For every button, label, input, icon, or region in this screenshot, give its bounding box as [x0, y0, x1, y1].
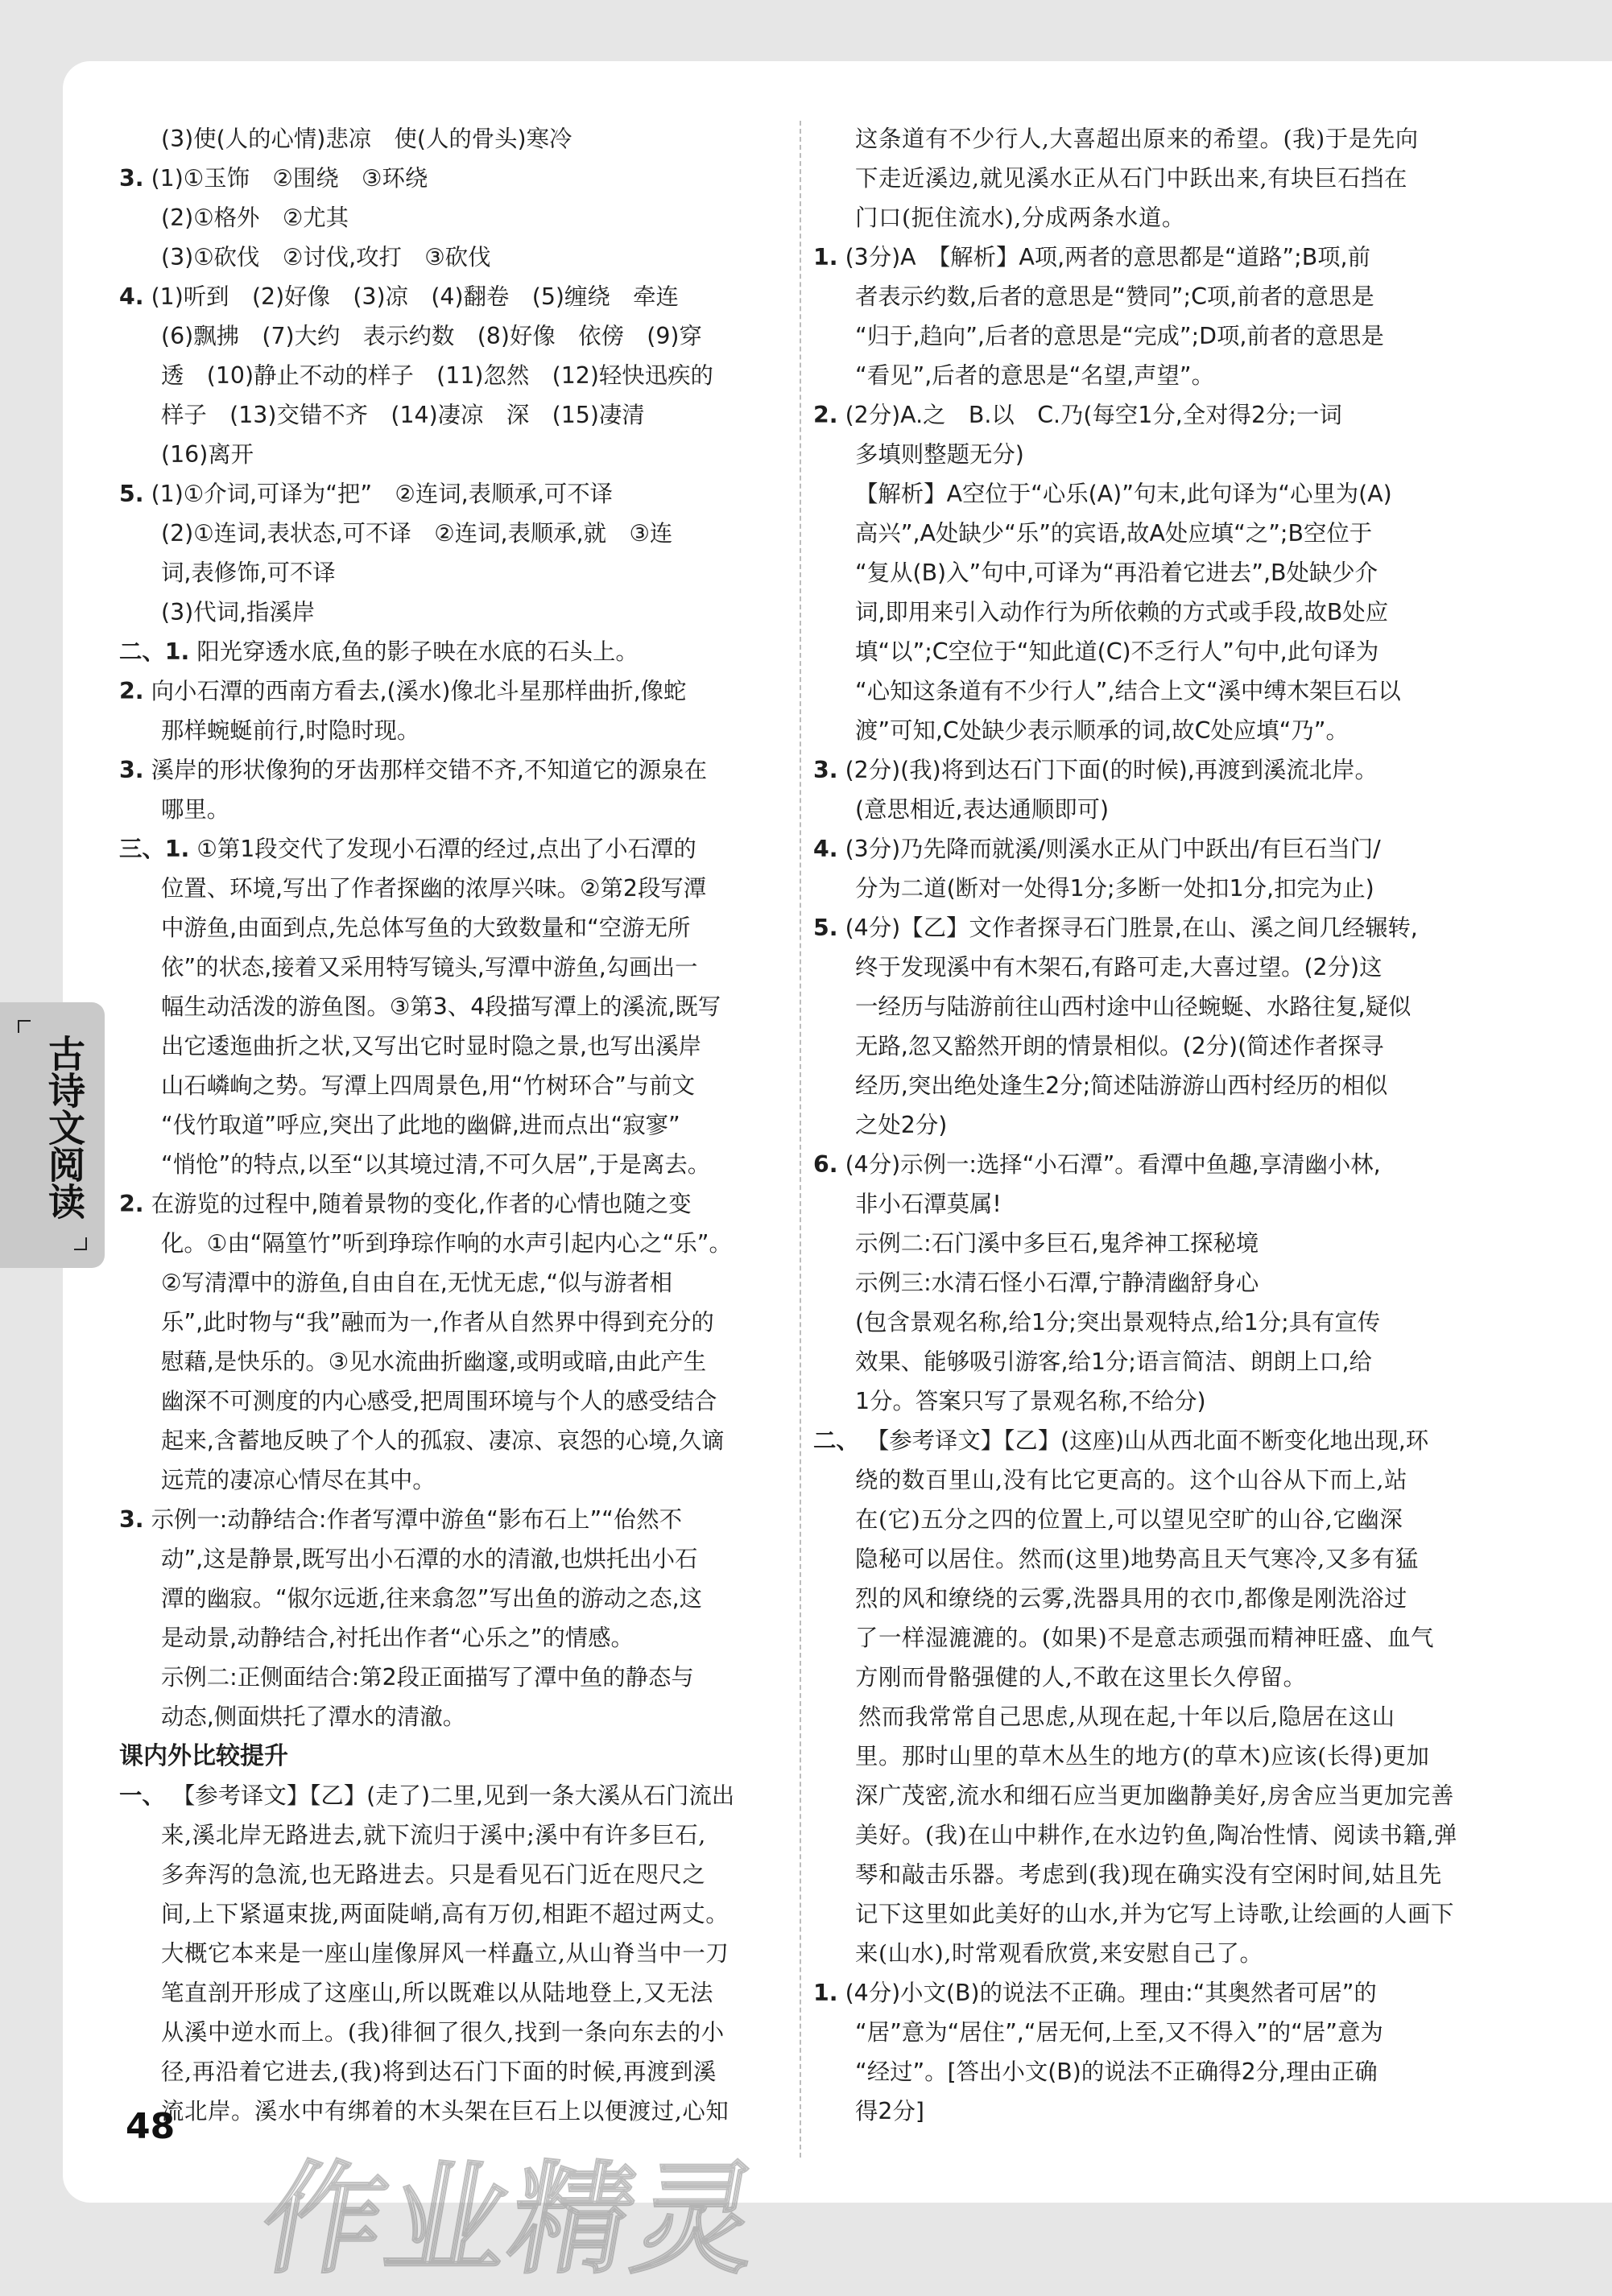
text-line	[813, 1066, 1482, 1105]
side-tab	[0, 1002, 105, 1268]
line-text: 【解析】A空位于“心乐(A)”句末,此句译为“心里为(A)	[855, 481, 1392, 507]
line-text: 效果、能够吸引游客,给1分;语言简洁、朗朗上口,给	[855, 1348, 1372, 1375]
line-text: 山石嶙峋之势。写潭上四周景色,用“竹树环合”与前文	[161, 1072, 696, 1099]
line-text: “居”意为“居住”,“居无何,上至,又不得入”的“居”意为	[855, 2019, 1383, 2046]
text-line	[813, 316, 1482, 356]
line-text: 样子 (13)交错不齐 (14)凄凉 深 (15)凄清	[161, 402, 645, 428]
text-line	[119, 1500, 787, 1539]
line-text: (16)离开	[161, 441, 254, 468]
line-text: 动”,这是静景,既写出小石潭的水的清澈,也烘托出小石	[161, 1546, 698, 1572]
text-line	[813, 1539, 1482, 1579]
line-text: 得2分]	[855, 2098, 924, 2125]
line-text: 中游鱼,由面到点,先总体写鱼的大致数量和“空游无所	[161, 915, 691, 941]
line-text: 在(它)五分之四的位置上,可以望见空旷的山谷,它幽深	[855, 1506, 1403, 1533]
line-text: 哪里。	[161, 796, 230, 823]
line-text: 间,上下紧逼束拢,两面陡峭,高有万仞,相距不超过两丈。	[161, 1901, 730, 1927]
line-text: (1)①玉饰 ②围绕 ③环绕	[151, 165, 428, 192]
text-line	[119, 2013, 787, 2052]
side-tab-label: 古诗文阅读	[43, 1034, 86, 1220]
text-line	[813, 1224, 1482, 1263]
line-text: 琴和敲击乐器。考虑到(我)现在确实没有空闲时间,姑且先	[855, 1861, 1442, 1888]
line-text: “复从(B)入”句中,可译为“再沿着它进去”,B处缺少介	[855, 560, 1378, 586]
text-line	[119, 2052, 787, 2092]
text-line	[813, 1934, 1482, 1973]
line-text: 课内外比较提升	[119, 1742, 288, 1770]
text-line	[813, 908, 1482, 948]
line-text: 径,再沿着它进去,(我)将到达石门下面的时候,再渡到溪	[161, 2059, 717, 2085]
text-line	[119, 750, 787, 790]
text-line	[813, 1421, 1482, 1460]
line-text: 示例二:正侧面结合:第2段正面描写了潭中鱼的静态与	[161, 1664, 694, 1691]
line-text: 美好。(我)在山中耕作,在水边钓鱼,陶冶性情、阅读书籍,弹	[855, 1822, 1458, 1848]
text-line	[813, 2013, 1482, 2052]
line-text: 词,表修饰,可不译	[161, 560, 336, 586]
line-text: “归于,趋向”,后者的意思是“完成”;D项,前者的意思是	[855, 323, 1384, 349]
line-text: 笔直剖开形成了这座山,所以既难以从陆地登上,又无法	[161, 1980, 714, 2006]
text-line	[119, 1066, 787, 1105]
line-text: (意思相近,表达通顺即可)	[855, 796, 1110, 823]
text-line	[813, 1658, 1482, 1697]
text-line	[813, 1026, 1482, 1066]
line-text: (1)①介词,可译为“把” ②连词,表顺承,可不译	[151, 481, 614, 507]
text-line	[119, 632, 787, 671]
text-line	[119, 1224, 787, 1263]
text-line	[813, 1303, 1482, 1342]
text-line	[119, 435, 787, 474]
text-line	[119, 869, 787, 908]
text-line	[813, 829, 1482, 869]
text-line	[119, 395, 787, 435]
line-text: (2分)(我)将到达石门下面(的时候),再渡到溪流北岸。	[845, 757, 1378, 783]
line-text: 下走近溪边,就见溪水正从石门中跃出来,有块巨石挡在	[855, 165, 1408, 192]
line-text: (3分)乃先降而就溪/则溪水正从门中跃出/有巨石当门/	[845, 836, 1381, 862]
line-text: 幅生动活泼的游鱼图。③第3、4段描写潭上的溪流,既写	[161, 993, 721, 1020]
item-number: 二、1.	[119, 638, 190, 665]
text-line	[813, 1894, 1482, 1934]
line-text: 向小石潭的西南方看去,(溪水)像北斗星那样曲折,像蛇	[151, 678, 687, 704]
text-line	[119, 987, 787, 1026]
item-number: 5.	[119, 481, 144, 507]
item-number: 一、	[119, 1782, 165, 1809]
line-text: 经历,突出绝处逢生2分;简述陆游游山西村经历的相似	[855, 1072, 1388, 1099]
line-text: 非小石潭莫属!	[855, 1191, 1002, 1217]
text-line	[813, 1342, 1482, 1381]
line-text: 绕的数百里山,没有比它更高的。这个山谷从下而上,站	[855, 1467, 1408, 1493]
text-line	[813, 632, 1482, 671]
text-line	[813, 1184, 1482, 1224]
line-text: 分为二道(断对一处得1分;多断一处扣1分,扣完为止)	[855, 875, 1374, 902]
item-number: 4.	[813, 836, 838, 862]
text-line	[813, 948, 1482, 987]
text-line	[813, 2092, 1482, 2131]
text-line	[119, 198, 787, 237]
column-divider	[800, 121, 801, 2158]
line-text: 然而我常常自己思虑,从现在起,十年以后,隐居在这山	[858, 1703, 1395, 1730]
text-line	[813, 1855, 1482, 1894]
line-text: “经过”。[答出小文(B)的说法不正确得2分,理由正确	[855, 2059, 1378, 2085]
text-line	[813, 1500, 1482, 1539]
line-text: 示例三:水清石怪小石潭,宁静清幽舒身心	[855, 1270, 1259, 1296]
line-text: 【参考译文】【乙】(这座)山从西北面不断变化地出现,环	[866, 1427, 1429, 1454]
line-text: 慰藉,是快乐的。③见水流曲折幽邃,或明或暗,由此产生	[161, 1348, 707, 1375]
text-line	[813, 1618, 1482, 1658]
text-line	[813, 1381, 1482, 1421]
line-text: “看见”,后者的意思是“名望,声望”。	[855, 362, 1214, 389]
line-text: 烈的风和缭绕的云雾,洗器具用的衣巾,都像是刚洗浴过	[855, 1585, 1408, 1612]
item-number: 3.	[813, 757, 838, 783]
line-text: 溪岸的形状像狗的牙齿那样交错不齐,不知道它的源泉在	[151, 757, 707, 783]
line-text: ①第1段交代了发现小石潭的经过,点出了小石潭的	[196, 836, 696, 862]
text-line	[813, 237, 1482, 277]
line-text: 多填则整题无分)	[855, 441, 1024, 468]
item-number: 3.	[119, 757, 144, 783]
line-text: (3)代词,指溪岸	[161, 599, 316, 626]
text-line	[813, 1973, 1482, 2013]
line-text: 里。那时山里的草木丛生的地方(的草木)应该(长得)更加	[855, 1743, 1430, 1769]
item-number: 6.	[813, 1151, 838, 1178]
text-line	[119, 1145, 787, 1184]
item-number: 4.	[119, 283, 144, 310]
line-text: 那样蜿蜒前行,时隐时现。	[161, 717, 420, 744]
text-line	[813, 514, 1482, 553]
text-line	[813, 474, 1482, 514]
line-text: 了一样湿漉漉的。(如果)不是意志顽强而精神旺盛、血气	[855, 1625, 1435, 1651]
text-line	[119, 316, 787, 356]
text-line	[813, 159, 1482, 198]
text-line	[119, 1381, 787, 1421]
line-text: 示例二:石门溪中多巨石,鬼斧神工探秘境	[855, 1230, 1259, 1257]
text-line	[119, 1342, 787, 1381]
line-text: 一经历与陆游前往山西村途中山径蜿蜒、水路往复,疑似	[855, 993, 1412, 1020]
side-tab-frame	[18, 1020, 87, 1250]
line-text: (6)飘拂 (7)大约 表示约数 (8)好像 依傍 (9)穿	[161, 323, 702, 349]
text-line	[119, 1658, 787, 1697]
corner-mark	[74, 1237, 87, 1250]
line-text: (3分)A 【解析】A项,两者的意思都是“道路”;B项,前	[845, 244, 1370, 270]
text-line	[119, 1697, 787, 1736]
item-number: 1.	[813, 244, 838, 270]
text-line	[813, 711, 1482, 750]
line-text: 起来,含蓄地反映了个人的孤寂、凄凉、哀怨的心境,久谪	[161, 1427, 725, 1454]
text-line	[813, 356, 1482, 395]
text-line	[119, 474, 787, 514]
line-text: 高兴”,A处缺少“乐”的宾语,故A处应填“之”;B空位于	[855, 520, 1373, 547]
text-line	[813, 2052, 1482, 2092]
text-line	[119, 159, 787, 198]
text-line	[813, 395, 1482, 435]
text-line	[813, 790, 1482, 829]
text-line	[119, 1026, 787, 1066]
line-text: (2)①格外 ②尤其	[161, 204, 349, 231]
line-text: 示例一:动静结合:作者写潭中游鱼“影布石上”“佁然不	[151, 1506, 683, 1533]
line-text: 出它逶迤曲折之状,又写出它时显时隐之景,也写出溪岸	[161, 1033, 702, 1059]
line-text: 门口(扼住流水),分成两条水道。	[855, 204, 1185, 231]
line-text: 透 (10)静止不动的样子 (11)忽然 (12)轻快迅疾的	[161, 362, 713, 389]
text-line	[813, 1460, 1482, 1500]
item-number: 2.	[119, 678, 144, 704]
line-text: “伐竹取道”呼应,突出了此地的幽僻,进而点出“寂寥”	[161, 1112, 680, 1138]
line-text: 远荒的凄凉心情尽在其中。	[161, 1467, 436, 1493]
line-text: 这条道有不少行人,大喜超出原来的希望。(我)于是先向	[855, 126, 1419, 152]
line-text: 来(山水),时常观看欣赏,来安慰自己了。	[855, 1940, 1263, 1967]
page-number: 48	[126, 2106, 176, 2147]
text-line	[119, 1973, 787, 2013]
text-line	[119, 1421, 787, 1460]
text-line	[813, 119, 1482, 159]
line-text: 乐”,此时物与“我”融而为一,作者从自然界中得到充分的	[161, 1309, 714, 1336]
line-text: 终于发现溪中有木架石,有路可走,大喜过望。(2分)这	[855, 954, 1383, 981]
line-text: 【参考译文】【乙】(走了)二里,见到一条大溪从石门流出	[172, 1782, 735, 1809]
text-line	[813, 750, 1482, 790]
text-line	[119, 1855, 787, 1894]
text-line	[119, 1303, 787, 1342]
text-line	[813, 987, 1482, 1026]
item-number: 3.	[119, 1506, 144, 1533]
line-text: 在游览的过程中,随着景物的变化,作者的心情也随之变	[151, 1191, 692, 1217]
line-text: 阳光穿透水底,鱼的影子映在水底的石头上。	[196, 638, 639, 665]
item-number: 2.	[813, 402, 838, 428]
text-line	[119, 790, 787, 829]
line-text: 渡”可知,C处缺少表示顺承的词,故C处应填“乃”。	[855, 717, 1349, 744]
line-text: (2分)A.之 B.以 C.乃(每空1分,全对得2分;一词	[845, 402, 1342, 428]
text-line	[813, 435, 1482, 474]
line-text: (3)使(人的心情)悲凉 使(人的骨头)寒冷	[161, 126, 572, 152]
line-text: 之处2分)	[855, 1112, 948, 1138]
line-text: 记下这里如此美好的山水,并为它写上诗歌,让绘画的人画下	[855, 1901, 1455, 1927]
right-column	[813, 119, 1482, 2131]
line-text: 填“以”;C空位于“知此道(C)不乏行人”句中,此句译为	[855, 638, 1379, 665]
text-line	[119, 1815, 787, 1855]
line-text: ②写清潭中的游鱼,自由自在,无忧无虑,“似与游者相	[161, 1270, 673, 1296]
line-text: 隐秘可以居住。然而(这里)地势高且天气寒冷,又多有猛	[855, 1546, 1419, 1572]
text-line	[119, 237, 787, 277]
text-line	[119, 356, 787, 395]
line-text: 1分。答案只写了景观名称,不给分)	[855, 1388, 1206, 1414]
text-line	[119, 277, 787, 316]
line-text: (2)①连词,表状态,可不译 ②连词,表顺承,就 ③连	[161, 520, 673, 547]
line-text: (4分)示例一:选择“小石潭”。看潭中鱼趣,享清幽小林,	[845, 1151, 1381, 1178]
item-number: 2.	[119, 1191, 144, 1217]
line-text: (包含景观名称,给1分;突出景观特点,给1分;具有宣传	[855, 1309, 1381, 1336]
text-line	[119, 1105, 787, 1145]
text-line	[813, 1697, 1482, 1736]
text-line	[813, 1579, 1482, 1618]
text-line	[813, 1776, 1482, 1815]
line-text: (3)①砍伐 ②讨伐,攻打 ③砍伐	[161, 244, 491, 270]
line-text: 无路,忽又豁然开朗的情景相似。(2分)(简述作者探寻	[855, 1033, 1384, 1059]
line-text: 来,溪北岸无路进去,就下流归于溪中;溪中有许多巨石,	[161, 1822, 706, 1848]
line-text: 动态,侧面烘托了潭水的清澈。	[161, 1703, 466, 1730]
text-line	[119, 908, 787, 948]
line-text: “悄怆”的特点,以至“以其境过清,不可久居”,于是离去。	[161, 1151, 711, 1178]
text-line	[119, 948, 787, 987]
line-text: 词,即用来引入动作行为所依赖的方式或手段,故B处应	[855, 599, 1389, 626]
line-text: 深广茂密,流水和细石应当更加幽静美好,房舍应当更加完善	[855, 1782, 1455, 1809]
text-line	[119, 1539, 787, 1579]
line-text: (1)听到 (2)好像 (3)凉 (4)翻卷 (5)缠绕 牵连	[151, 283, 679, 310]
line-text: 依”的状态,接着又采用特写镜头,写潭中游鱼,勾画出一	[161, 954, 698, 981]
text-line	[813, 1145, 1482, 1184]
item-number: 二、	[813, 1427, 859, 1454]
text-line	[813, 593, 1482, 632]
text-line	[119, 829, 787, 869]
item-number: 5.	[813, 915, 838, 941]
text-line	[119, 1184, 787, 1224]
text-line	[119, 1934, 787, 1973]
text-line	[119, 1618, 787, 1658]
line-text: (4分)小文(B)的说法不正确。理由:“其奥然者可居”的	[845, 1980, 1377, 2006]
text-line	[813, 1263, 1482, 1303]
corner-mark	[18, 1020, 31, 1033]
text-line	[119, 514, 787, 553]
watermark: 作业精灵	[251, 2150, 772, 2290]
text-line	[119, 671, 787, 711]
line-text: 位置、环境,写出了作者探幽的浓厚兴味。②第2段写潭	[161, 875, 707, 902]
text-line	[813, 1105, 1482, 1145]
line-text: 化。①由“隔篁竹”听到琤琮作响的水声引起内心之“乐”。	[161, 1230, 732, 1257]
text-line	[119, 593, 787, 632]
text-line	[119, 711, 787, 750]
text-line	[813, 1815, 1482, 1855]
text-line	[813, 1736, 1482, 1776]
text-line	[119, 119, 787, 159]
line-text: 大概它本来是一座山崖像屏风一样矗立,从山脊当中一刀	[161, 1940, 730, 1967]
text-line	[119, 1460, 787, 1500]
line-text: 多奔泻的急流,也无路进去。只是看见石门近在咫尺之	[161, 1861, 706, 1888]
line-text: 是动景,动静结合,衬托出作者“心乐之”的情感。	[161, 1625, 634, 1651]
line-text: 从溪中逆水而上。(我)徘徊了很久,找到一条向东去的小	[161, 2019, 725, 2046]
text-line	[119, 1736, 787, 1776]
item-number: 1.	[813, 1980, 838, 2006]
text-line	[813, 553, 1482, 593]
line-text: (4分)【乙】文作者探寻石门胜景,在山、溪之间几经辗转,	[845, 915, 1418, 941]
text-line	[813, 869, 1482, 908]
text-line	[813, 198, 1482, 237]
line-text: 者表示约数,后者的意思是“赞同”;C项,前者的意思是	[855, 283, 1374, 310]
item-number: 三、1.	[119, 836, 190, 862]
line-text: 潭的幽寂。“俶尔远逝,往来翕忽”写出鱼的游动之态,这	[161, 1585, 703, 1612]
line-text: 方刚而骨骼强健的人,不敢在这里长久停留。	[855, 1664, 1307, 1691]
line-text: 幽深不可测度的内心感受,把周围环境与个人的感受结合	[161, 1388, 717, 1414]
left-column	[119, 119, 787, 2131]
text-line	[119, 1263, 787, 1303]
text-line	[119, 553, 787, 593]
item-number: 3.	[119, 165, 144, 192]
text-line	[119, 1776, 787, 1815]
line-text: 流北岸。溪水中有绑着的木头架在巨石上以便渡过,心知	[161, 2098, 730, 2125]
text-line	[813, 277, 1482, 316]
text-line	[119, 1579, 787, 1618]
text-line	[813, 671, 1482, 711]
line-text: “心知这条道有不少行人”,结合上文“溪中缚木架巨石以	[855, 678, 1401, 704]
text-line	[119, 1894, 787, 1934]
